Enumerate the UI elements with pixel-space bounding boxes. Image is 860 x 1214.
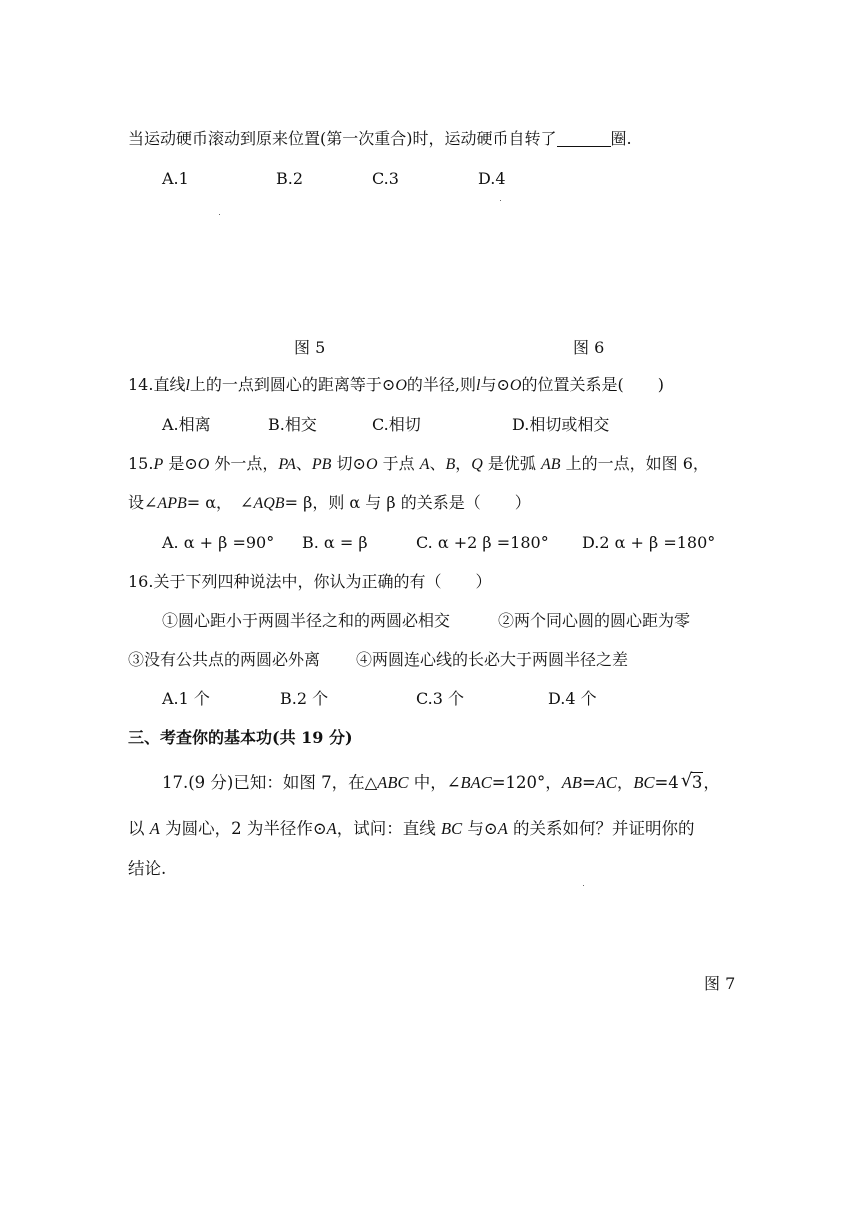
q14-option-d: D.相切或相交 xyxy=(512,415,610,434)
q17-stem-line1: 17.(9 分)已知：如图 7，在△ABC 中，∠BAC=120°，AB=AC，BC=4 √ 3， xyxy=(162,770,720,792)
q13-option-c: C.3 xyxy=(372,169,399,188)
figure-6-label: 图 6 xyxy=(573,338,605,357)
q13-text: 当运动硬币滚动到原来位置(第一次重合)时，运动硬币自转了 圈. xyxy=(128,129,632,148)
q16-option-a: A.1 个 xyxy=(162,689,210,708)
q13-option-a: A.1 xyxy=(162,169,189,188)
figure6-remnant xyxy=(500,200,501,201)
q16-option-b: B.2 个 xyxy=(280,689,329,708)
q16-option-d: D.4 个 xyxy=(548,689,597,708)
figure7-remnant xyxy=(583,885,584,886)
q16-statement-3: ③没有公共点的两圆必外离 xyxy=(128,650,321,669)
q16-statement-4: ④两圆连心线的长必大于两圆半径之差 xyxy=(356,650,629,669)
q15-option-d: D.2 α + β =180° xyxy=(582,533,716,552)
q15-stem-line2: 设∠APB= α， ∠AQB= β，则 α 与 β 的关系是（ ） xyxy=(128,493,531,512)
q13-option-d: D.4 xyxy=(478,169,506,188)
figure-5-label: 图 5 xyxy=(294,338,326,357)
answer-blank xyxy=(557,130,611,147)
figure-7-label: 图 7 xyxy=(704,974,736,993)
q15-option-c: C. α +2 β =180° xyxy=(416,533,549,552)
q14-option-a: A.相离 xyxy=(162,415,211,434)
q14-option-c: C.相切 xyxy=(372,415,421,434)
q17-stem-line3: 结论. xyxy=(128,859,167,878)
q16-statement-1: ①圆心距小于两圆半径之和的两圆必相交 xyxy=(162,611,451,630)
q16-option-c: C.3 个 xyxy=(416,689,465,708)
q16-stem: 16.关于下列四种说法中，你认为正确的有（ ） xyxy=(128,572,492,591)
figure5-remnant xyxy=(219,214,220,215)
q15-option-b: B. α = β xyxy=(302,533,368,552)
q17-stem-line2: 以 A 为圆心，2 为半径作⊙A，试问：直线 BC 与⊙A 的关系如何？并证明你的 xyxy=(128,819,695,838)
q13-option-b: B.2 xyxy=(276,169,304,188)
q14-option-b: B.相交 xyxy=(268,415,317,434)
sqrt-symbol: √ 3 xyxy=(680,770,703,792)
q15-stem-line1: 15.P 是⊙O 外一点，PA、PB 切⊙O 于点 A、B，Q 是优弧 AB 上的一点，如图 6， xyxy=(128,454,709,473)
section-3-heading: 三、考查你的基本功(共 19 分) xyxy=(128,728,353,747)
q14-stem: 14.直线l上的一点到圆心的距离等于⊙O的半径,则l与⊙O的位置关系是( ) xyxy=(128,375,664,394)
q15-option-a: A. α + β =90° xyxy=(162,533,275,552)
q16-statement-2: ②两个同心圆的圆心距为零 xyxy=(498,611,691,630)
